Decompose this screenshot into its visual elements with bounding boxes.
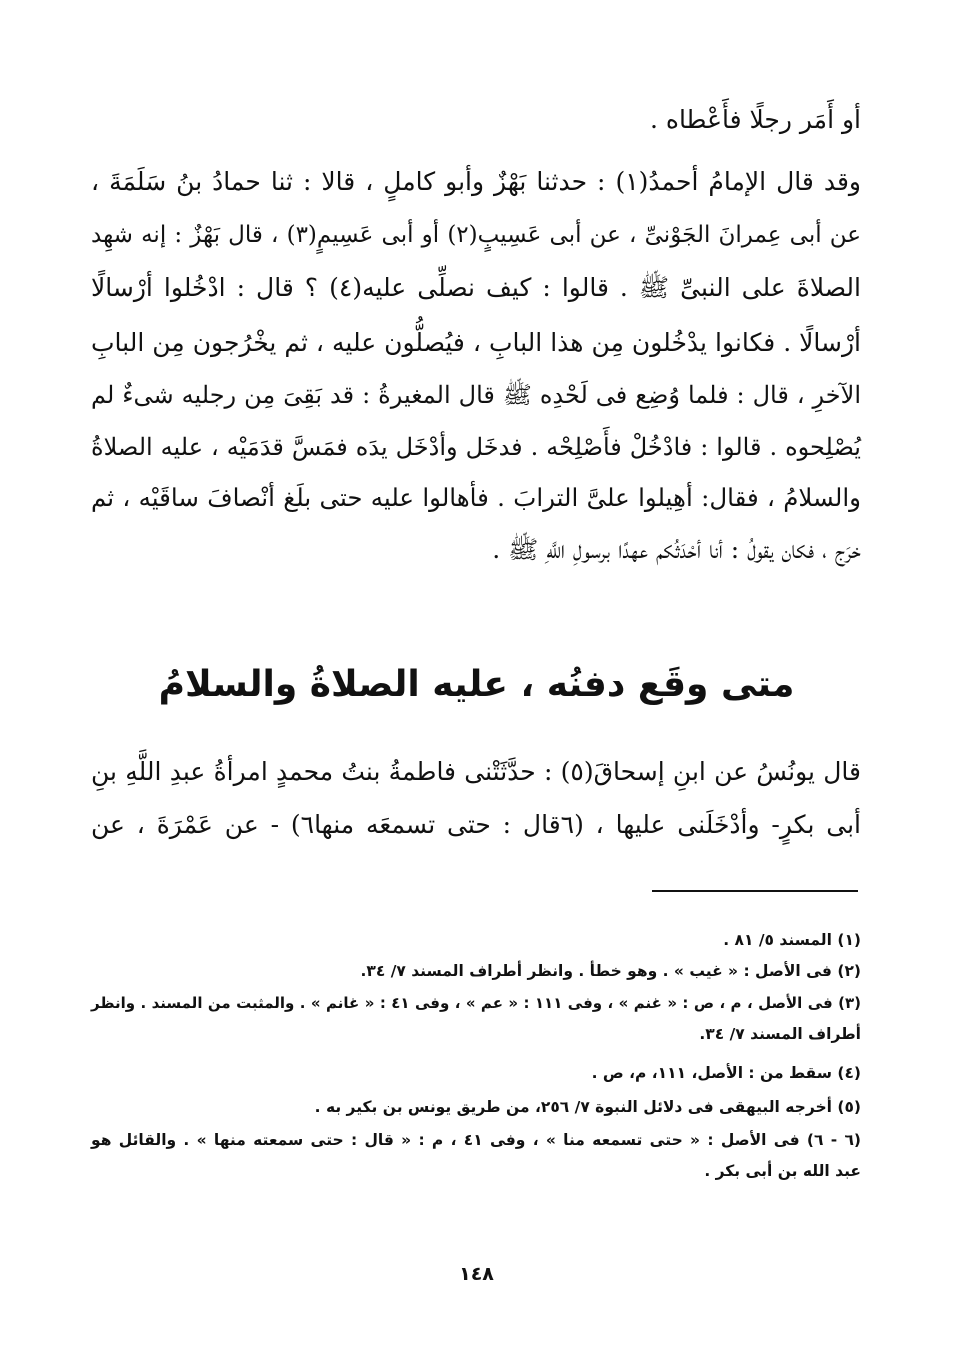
section-text-line: قال يونُسُ عن ابنِ إسحاقَ(٥) : حدَّثَتْنى فاطمةُ بنتُ محمدٍ امرأةُ عبدِ اللَّهِ بنِ (91, 757, 862, 786)
footnote-line: (٥) أخرجه البيهقى فى دلائل النبوة ٧/ ٢٥٦، من طريق يونس بن بكير به . (314, 1098, 861, 1116)
section-heading: متى وقَع دفنُه ، عليه الصلاةُ والسلامُ (158, 664, 795, 705)
body-text-line: وقد قال الإمامُ أحمدُ(١) : حدثنا بَهْزٌ وأبو كاملٍ ، قالا : ثنا حمادُ بنُ سَلَمَةَ ، (91, 167, 861, 196)
body-text-line: والسلامُ ، فقال: أهِيلوا علىَّ الترابَ . فأهالوا عليه حتى بلَغ أنْصافَ ساقَيْه ، ثم (91, 483, 861, 512)
body-text-line: خرَج ، فكان يقولُ : أنا أحْدَثُكم عهدًا برسولِ اللَّهِ ﷺ . (492, 535, 861, 564)
footnote-line: (١) المسند ٥/ ٨١ . (723, 931, 861, 949)
body-text-line: عن أبى عِمرانَ الجَوْنىِّ ، عن أبى عَسِيبٍ(٢) أو أبى عَسِيمٍ(٣) ، قال بَهْزٌ : إنه شهِد (91, 222, 861, 248)
footnote-line: (٤) سقط من : الأصل، ١١١، م، ص . (591, 1064, 861, 1082)
footnote-separator (652, 890, 858, 892)
body-text-line: الآخرِ ، قال : فلما وُضِع فى لَحْدِه ﷺ قال المغيرةُ : قد بَقِىَ مِن رجليه شىءٌ لم (91, 381, 861, 409)
page-number: ١٤٨ (459, 1263, 494, 1285)
body-text-line: يُصْلِحوه . قالوا : فادْخُلْ فأَصْلِحْه . فدخَل وأدْخَل يدَه فمَسَّ قدَمَيْه ، عليه الصلاةُ (91, 433, 861, 461)
footnote-line: (٢) فى الأصل : « غيب » . وهو خطأ . وانظر أطراف المسند ٧/ ٣٤. (360, 962, 861, 980)
body-text-line: الصلاةَ على النبىِّ ﷺ . قالوا : كيف نصلِّى عليه(٤) ؟ قال : ادْخُلوا أرْسالًا (91, 273, 861, 302)
body-text-line: أرْسالًا . فكانوا يدْخُلون مِن هذا البابِ ، فيُصلُّون عليه ، ثم يخْرُجون مِن البابِ (91, 328, 861, 357)
footnote-line: أطراف المسند ٧/ ٣٤. (699, 1025, 861, 1043)
section-text-line: أبى بكرٍ- وأدْخَلَنى عليها ، (٦قال : حتى تسمعَه منها٦) - عن عَمْرَةَ ، عن (91, 810, 861, 839)
footnote-line: (٣) فى الأصل ، م ، ص : « غنم » ، وفى ١١١ : « عم » ، وفى ٤١ : « غانم » . والمثبت من المسند . وانظر (91, 994, 861, 1012)
body-text-line: أو أَمَر رجلًا فأَعْطاه . (649, 105, 861, 134)
footnote-line: (٦ - ٦) فى الأصل : « حتى تسمعه منا » ، وفى ٤١ ، م : « قال : حتى سمعته منها » . والقائل هو (91, 1131, 861, 1149)
footnote-line: عبد الله بن أبى بكر . (704, 1162, 861, 1180)
